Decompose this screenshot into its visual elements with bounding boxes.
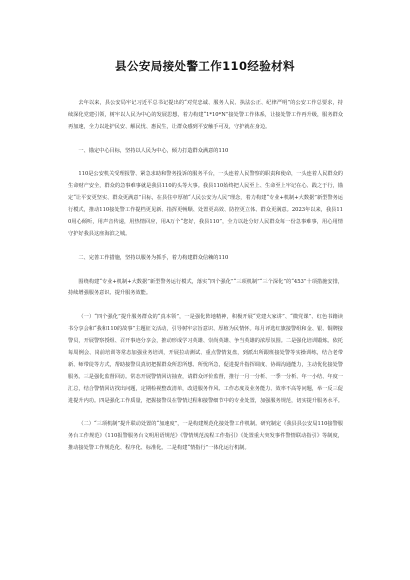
body-paragraph: 围绕构建“专业+机制+大数据”新型警务运行模式，落实“四个强化”“三项机制”“三个深化”的“453”十项措施安排，持续增强服务意识、提升服务效能。 xyxy=(68,278,343,297)
body-paragraph: （二）“三项机制”提升联动处置的“加速度”，一是构建规范化接处警工作机制。研究制定《我县县公安局110接警服务台工作规范》《110报警服务台文明用语规范》《警情规范流程工作指引》《处置重大突发事件警情联动指引》等制度，推动接处警工作规范化、程序化、标准化。二是构建“情指行”一体化运行机制。 xyxy=(68,421,343,452)
section-heading-2: 二、完善工作措施，坚持以服务为抓手，着力构建群众信赖的110 xyxy=(78,254,229,261)
document-title: 县公安局接处警工作110经验材料 xyxy=(115,59,295,73)
body-paragraph: 110是公安机关受理报警、紧急求助和警务投诉的服务平台，一头连着人民警察的职责和使命，一头连着人民群众的生命财产安全，群众的急事难事就是我县110的头等大事。我县110始终把人民至上、生命至上牢记在心、践之于行，锚定“让平安更坚实、群众更满意”目标，在县住中厚植“人民公安为人民”理念，着力构建“专业+机制+大数据”新型警务运行模式，推动110接处警工作提档更见新、指挥更畅顺、处置更高效、防控更立体、群众更满意。2023年以来，我县110用心倾听，用声音传递，用热情回应，用A万个“您好，我县110”，全力以赴分好人民群众每一份急事难事，用心用情守护好我县这座海滨之城。 xyxy=(68,171,343,237)
intro-paragraph: 去年以来，县公安局牢记习近平总书记提出的“对党忠诚、服务人民、执法公正、纪律严明”的公安工作总要求，持续深化党建引领，树牢以人民为中心的发展思想，着力构建“1*10*N”接处警工作体系，让接处警工作再升级，服务群众再加速，全力以赴护民安、解民忧、惠民生，让群众感到平安触手可及，守护就在身边。 xyxy=(68,100,343,130)
document-body xyxy=(68,98,343,568)
section-heading-1: 一、锚定中心目标，坚持以人民为中心，倾力打造群众满意的110 xyxy=(78,147,229,154)
body-paragraph: （一）“四个强化”提升服务群众的“真本领”，一是强化阵地精神，积极开展“党建大家讲”、“微党课”、红色书籍读书分享会和“我和110的故事”主题征文活动，引导树牢宗旨意识、厚植为民情怀。每月评选红旗接警组和金、银、铜牌接警员，开展警察授组、召开事迹分享会，推动形成学习英雄、崇尚英雄、争当英雄的浓厚氛围。二是强化培训锻炼。依托每周例会、岗前培训等常态加强业务培训，开展拉动测试、重点警情复盘，到派出所跟班接处警等实操训练，结合老带新、师带徒等方式，帮助接警员真切把握群众所思所想、所忧所急，促进提升指挥调度、协调沟通能力，主动优化接处警服务。三是强化监督回访。常态开展警情回访抽查，请群众评价监督，推行一月一分析、一季一分析、年一小结、年度一汇总，结合警情回访找出问题，定期检视整改清单，改进服务作风、工作态度及业务能力、效率不高等问题，举一反三促进提升内功。四是强化工作质量，把握接警员在警情过程和接警细节中的专业处置，加强服务规范，切实提升服务水平。 xyxy=(68,314,343,404)
